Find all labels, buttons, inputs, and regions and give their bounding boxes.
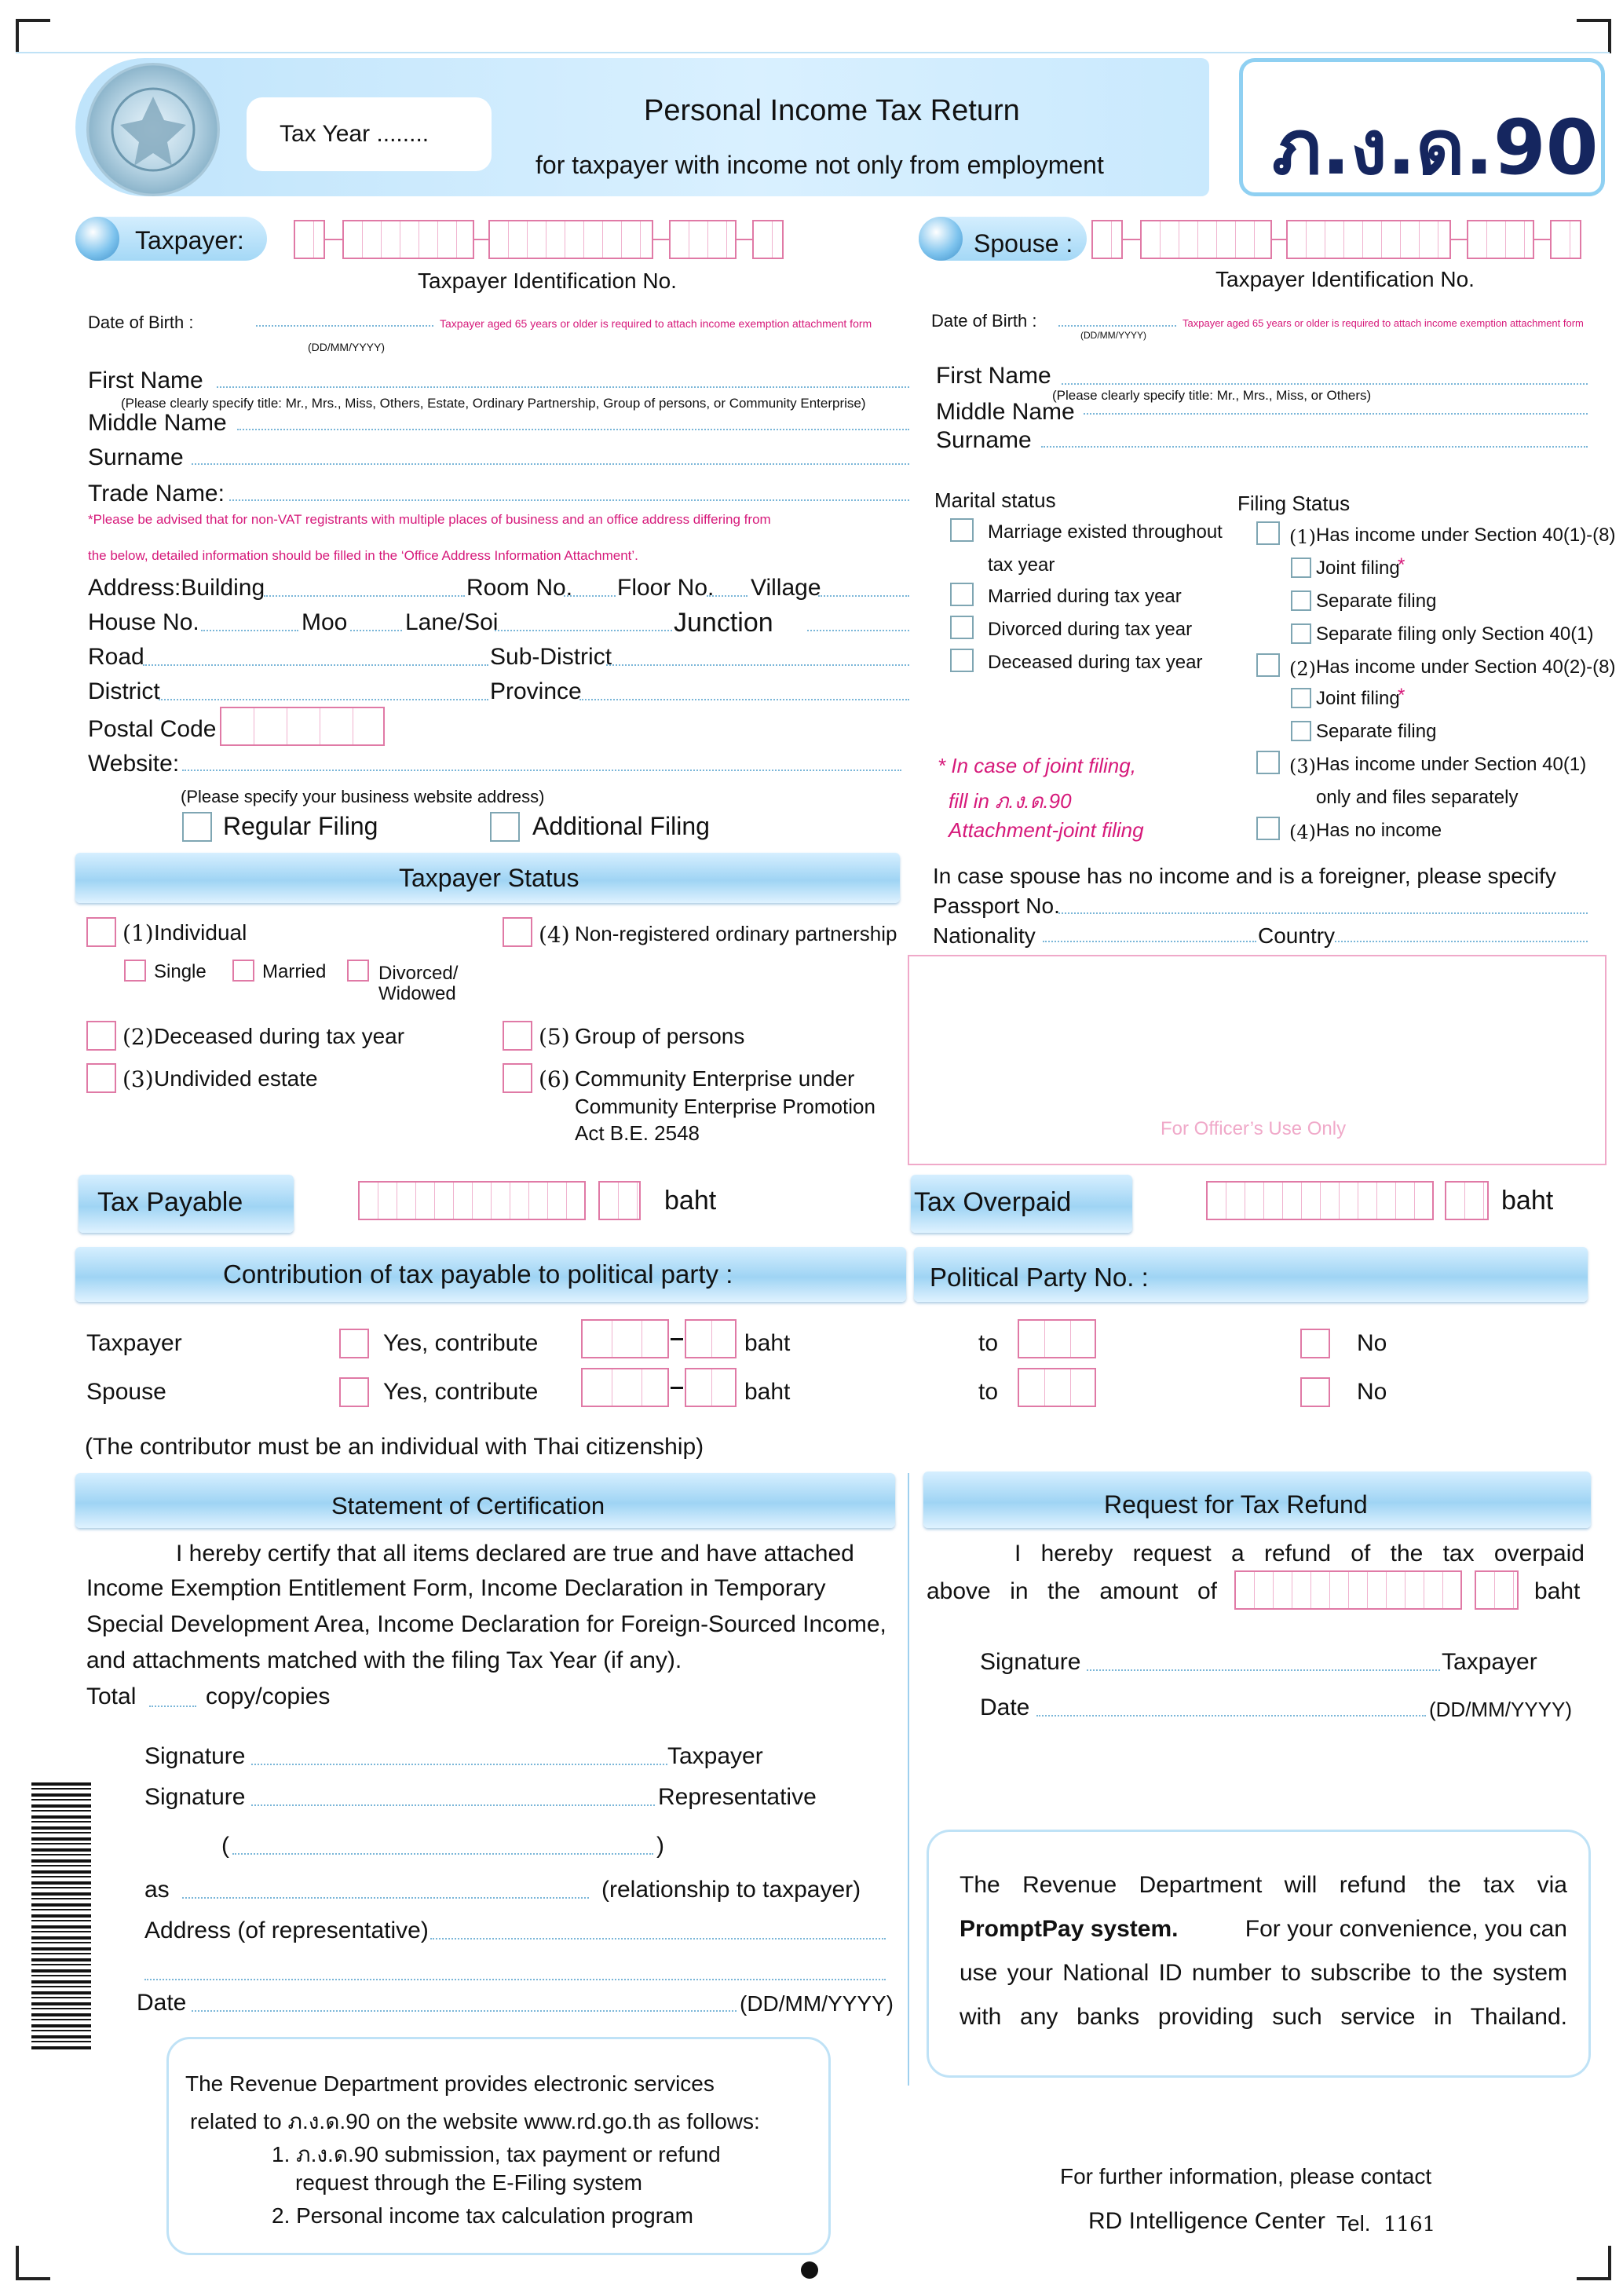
trade-name-label: Trade Name: xyxy=(88,481,225,506)
tin-dash xyxy=(474,239,488,240)
room-no-label: Room No. xyxy=(466,575,573,601)
village-field[interactable] xyxy=(818,595,909,597)
status-community-label-3: Act B.E. 2548 xyxy=(575,1121,700,1145)
status-num-6: (6) xyxy=(539,1066,570,1092)
status-individual-checkbox[interactable] xyxy=(86,917,116,947)
tin-dash xyxy=(325,239,342,240)
filing-3-checkbox[interactable] xyxy=(1256,751,1280,774)
moo-field[interactable] xyxy=(350,630,402,631)
promptpay-system-bold: PromptPay system. xyxy=(960,1916,1179,1942)
filing-option-3: Has income under Section 40(1) xyxy=(1316,754,1587,775)
province-field[interactable] xyxy=(579,699,909,700)
refund-baht: baht xyxy=(1534,1578,1581,1604)
spouse-dob-format: (DD/MM/YYYY) xyxy=(1080,330,1146,341)
website-label: Website: xyxy=(88,751,180,777)
floor-no-label: Floor No. xyxy=(617,575,715,601)
filing-option-2: Has income under Section 40(2)-(8) xyxy=(1316,656,1616,678)
promptpay-line-3: use your National ID number to subscribe to the system xyxy=(960,1960,1567,1986)
postal-code-label: Postal Code xyxy=(88,716,217,742)
status-partnership-checkbox[interactable] xyxy=(503,917,532,947)
spouse-title-note: (Please clearly specify title: Mr., Mrs., Miss, or Others) xyxy=(1052,388,1372,403)
political-spouse-party-no[interactable] xyxy=(1018,1368,1096,1407)
country-label: Country xyxy=(1258,923,1336,948)
separate-filing-1-checkbox[interactable] xyxy=(1291,590,1311,611)
promptpay-convenience: For your convenience, you can xyxy=(1245,1916,1567,1942)
certification-copies-label: copy/copies xyxy=(206,1684,331,1709)
political-taxpayer-amount[interactable] xyxy=(581,1319,669,1358)
filing-1-num: (1) xyxy=(1289,526,1316,548)
spouse-tin-box-4[interactable] xyxy=(1467,220,1534,259)
status-num-4: (4) xyxy=(539,922,570,948)
taxpayer-signature-field[interactable] xyxy=(251,1764,667,1765)
promptpay-line-2 xyxy=(960,1916,1567,1943)
taxpayer-surname-field[interactable] xyxy=(192,463,909,465)
status-community-label-2: Community Enterprise Promotion xyxy=(575,1095,875,1118)
taxpayer-tin-box-2[interactable] xyxy=(342,220,474,259)
status-widowed-label: Widowed xyxy=(378,983,456,1004)
filing-option-separate-2: Separate filing xyxy=(1316,721,1437,742)
promptpay-line-1: The Revenue Department will refund the tax via xyxy=(960,1872,1567,1898)
status-group-label: Group of persons xyxy=(575,1024,745,1048)
barcode xyxy=(31,1782,91,2049)
district-field[interactable] xyxy=(159,699,488,700)
filing-option-separate-1: Separate filing xyxy=(1316,590,1437,612)
nationality-field[interactable] xyxy=(1043,941,1256,942)
eservice-line-4: request through the E-Filing system xyxy=(295,2170,642,2195)
road-field[interactable] xyxy=(143,664,488,666)
taxpayer-status-title: Taxpayer Status xyxy=(399,864,579,892)
status-married-label: Married xyxy=(262,961,327,982)
certification-date-format: (DD/MM/YYYY) xyxy=(740,1991,894,2016)
village-label: Village xyxy=(751,575,821,601)
spouse-tin-box-2[interactable] xyxy=(1140,220,1272,259)
refund-satang-field[interactable] xyxy=(1475,1570,1519,1610)
taxpayer-tin-box-3[interactable] xyxy=(488,220,653,259)
tin-dash xyxy=(1534,239,1550,240)
filing-option-joint-2: Joint filing xyxy=(1316,688,1400,709)
filing-4-checkbox[interactable] xyxy=(1256,817,1280,840)
province-label: Province xyxy=(490,678,582,704)
political-party-no-label: Political Party No. : xyxy=(930,1263,1149,1292)
country-field[interactable] xyxy=(1335,941,1588,942)
political-spouse-satang[interactable] xyxy=(685,1368,737,1407)
marital-option-divorced: Divorced during tax year xyxy=(988,619,1193,640)
spouse-tin-box-3[interactable] xyxy=(1286,220,1451,259)
certification-line-3: Special Development Area, Income Declaration for Foreign-Sourced Income, xyxy=(86,1611,886,1637)
junction-field[interactable] xyxy=(807,630,909,631)
taxpayer-signature-role: Taxpayer xyxy=(667,1743,763,1769)
taxpayer-signature-label: Signature xyxy=(144,1743,246,1769)
spouse-tin-label: Taxpayer Identification No. xyxy=(1215,267,1475,291)
political-spouse-baht: baht xyxy=(744,1379,791,1405)
eservice-line-2: related to ภ.ง.ด.90 on the website www.rd.go.th as follows: xyxy=(190,2109,760,2133)
taxpayer-label: Taxpayer: xyxy=(135,226,244,254)
nationality-label: Nationality xyxy=(933,923,1036,948)
district-label: District xyxy=(88,678,160,704)
top-rule xyxy=(16,52,1610,53)
joint-filing-2-checkbox[interactable] xyxy=(1291,688,1311,708)
lane-label: Lane/Soi xyxy=(405,609,499,635)
address-building-label: Address:Building xyxy=(88,575,265,601)
status-community-checkbox[interactable] xyxy=(503,1063,532,1093)
spouse-surname-label: Surname xyxy=(936,427,1032,453)
spouse-surname-field[interactable] xyxy=(1041,446,1588,448)
eservice-line-3: 1. ภ.ง.ด.90 submission, tax payment or refund xyxy=(272,2142,721,2166)
sub-district-field[interactable] xyxy=(606,664,909,666)
spouse-first-name-field[interactable] xyxy=(1062,383,1588,385)
refund-amount-field[interactable] xyxy=(1234,1570,1462,1610)
tin-dash xyxy=(737,239,752,240)
joint-filing-note-3: Attachment-joint filing xyxy=(949,818,1144,842)
spouse-age-note: Taxpayer aged 65 years or older is required to attach income exemption attachment form xyxy=(1183,317,1584,329)
contact-tel-number: 1161 xyxy=(1384,2213,1436,2236)
status-undivided-checkbox[interactable] xyxy=(86,1063,116,1093)
taxpayer-tin-box-5[interactable] xyxy=(752,220,784,259)
tax-payable-satang-field[interactable] xyxy=(598,1181,641,1220)
contact-line-1: For further information, please contact xyxy=(1060,2164,1432,2188)
status-married-checkbox[interactable] xyxy=(232,960,254,982)
status-deceased-checkbox[interactable] xyxy=(86,1021,116,1051)
spouse-dob-field[interactable] xyxy=(1058,325,1176,327)
form-title: Personal Income Tax Return xyxy=(644,94,1020,127)
refund-signature-label: Signature xyxy=(980,1649,1081,1675)
representative-name-field[interactable] xyxy=(232,1853,653,1855)
filing-status-label: Filing Status xyxy=(1237,492,1351,515)
foreigner-note: In case spouse has no income and is a foreigner, please specify xyxy=(933,864,1556,888)
website-note: (Please specify your business website address) xyxy=(181,787,545,806)
representative-signature-field[interactable] xyxy=(251,1804,655,1806)
political-taxpayer-baht: baht xyxy=(744,1330,791,1356)
tin-dash xyxy=(1272,239,1286,240)
taxpayer-dob-format: (DD/MM/YYYY) xyxy=(308,341,385,353)
revenue-department-seal xyxy=(86,63,220,196)
separate-filing-401-checkbox[interactable] xyxy=(1291,623,1311,644)
relationship-label: (relationship to taxpayer) xyxy=(601,1877,861,1903)
certification-line-4: and attachments matched with the filing Tax Year (if any). xyxy=(86,1647,682,1673)
political-spouse-yes-label: Yes, contribute xyxy=(383,1379,539,1405)
form-subtitle: for taxpayer with income not only from employment xyxy=(536,151,1104,179)
separate-filing-2-checkbox[interactable] xyxy=(1291,721,1311,741)
taxpayer-tin-label: Taxpayer Identification No. xyxy=(418,269,677,293)
certification-title: Statement of Certification xyxy=(331,1492,605,1519)
filing-1-checkbox[interactable] xyxy=(1256,521,1280,545)
political-taxpayer-yes-label: Yes, contribute xyxy=(383,1330,539,1356)
room-no-field[interactable] xyxy=(564,595,616,597)
representative-address-field[interactable] xyxy=(430,1938,886,1940)
spouse-tin-box-1[interactable] xyxy=(1091,220,1123,259)
filing-4-num: (4) xyxy=(1289,821,1316,843)
tax-overpaid-label: Tax Overpaid xyxy=(914,1187,1072,1217)
political-taxpayer-party-no[interactable] xyxy=(1018,1319,1096,1358)
political-spouse-amount[interactable] xyxy=(581,1368,669,1407)
joint-filing-asterisk: * xyxy=(1398,554,1406,576)
additional-filing-checkbox[interactable] xyxy=(490,812,520,842)
registration-dot xyxy=(801,2261,818,2279)
taxpayer-first-name-field[interactable] xyxy=(217,386,909,388)
status-num-5: (5) xyxy=(539,1024,570,1050)
taxpayer-tin-box-1[interactable] xyxy=(294,220,325,259)
building-field[interactable] xyxy=(264,595,465,597)
political-spouse-to: to xyxy=(978,1379,999,1405)
crop-mark-top-right xyxy=(1577,19,1611,53)
status-group-checkbox[interactable] xyxy=(503,1021,532,1051)
tax-year-label: Tax Year ........ xyxy=(280,121,430,147)
refund-signature-field[interactable] xyxy=(1087,1669,1440,1671)
marital-married-checkbox[interactable] xyxy=(950,583,974,606)
certification-total-field[interactable] xyxy=(149,1706,196,1707)
status-num-1: (1) xyxy=(122,920,154,946)
taxpayer-tin-box-4[interactable] xyxy=(669,220,737,259)
taxpayer-title-note: (Please clearly specify title: Mr., Mrs., Miss, Others, Estate, Ordinary Partnership, Group of persons, or Community Enterprise) xyxy=(121,396,866,411)
eservice-line-1: The Revenue Department provides electronic services xyxy=(185,2071,715,2096)
status-deceased-label: Deceased during tax year xyxy=(154,1024,405,1048)
refund-signature-role: Taxpayer xyxy=(1442,1649,1537,1675)
additional-filing-label: Additional Filing xyxy=(532,812,710,840)
political-spouse-no-label: No xyxy=(1357,1379,1387,1405)
marital-option-deceased: Deceased during tax year xyxy=(988,652,1203,673)
tax-overpaid-satang-field[interactable] xyxy=(1445,1181,1489,1220)
marital-deceased-checkbox[interactable] xyxy=(950,649,974,672)
spouse-first-name-label: First Name xyxy=(936,363,1051,389)
status-num-3: (3) xyxy=(122,1066,154,1092)
marital-option-tax-year: tax year xyxy=(988,554,1055,576)
junction-label: Junction xyxy=(674,608,773,638)
marital-option-throughout: Marriage existed throughout xyxy=(988,521,1223,543)
status-single-checkbox[interactable] xyxy=(124,960,146,982)
tax-payable-baht: baht xyxy=(664,1186,717,1216)
house-no-label: House No. xyxy=(88,609,199,635)
taxpayer-dob-label: Date of Birth : xyxy=(88,313,194,332)
status-divorced-checkbox[interactable] xyxy=(347,960,369,982)
status-community-label-1: Community Enterprise under xyxy=(575,1066,855,1091)
road-label: Road xyxy=(88,644,144,670)
marital-divorced-checkbox[interactable] xyxy=(950,616,974,639)
moo-label: Moo xyxy=(302,609,348,635)
joint-filing-asterisk: * xyxy=(1398,685,1406,706)
form-code: ภ.ง.ด.90 xyxy=(1272,104,1599,192)
refund-date-format: (DD/MM/YYYY) xyxy=(1429,1698,1572,1721)
representative-address-label: Address (of representative) xyxy=(144,1918,429,1943)
political-spouse-yes-checkbox[interactable] xyxy=(339,1377,369,1407)
tin-dash xyxy=(1123,239,1140,240)
spouse-middle-name-label: Middle Name xyxy=(936,399,1075,425)
filing-3-num: (3) xyxy=(1289,755,1316,777)
certification-line-2: Income Exemption Entitlement Form, Income Declaration in Temporary xyxy=(86,1575,826,1601)
sub-district-label: Sub-District xyxy=(490,644,612,670)
filing-2-checkbox[interactable] xyxy=(1256,653,1280,677)
refund-title: Request for Tax Refund xyxy=(1104,1490,1368,1519)
spouse-bullet-icon xyxy=(919,217,963,261)
tax-overpaid-amount-field[interactable] xyxy=(1206,1181,1434,1220)
eservice-line-5: 2. Personal income tax calculation program xyxy=(272,2203,693,2228)
joint-filing-1-checkbox[interactable] xyxy=(1291,558,1311,578)
political-spouse-no-checkbox[interactable] xyxy=(1300,1377,1330,1407)
representative-as-label: as xyxy=(144,1877,170,1903)
amount-dash xyxy=(671,1387,683,1389)
tax-overpaid-baht: baht xyxy=(1501,1186,1554,1216)
joint-filing-note-2: fill in ภ.ง.ด.90 xyxy=(949,789,1072,813)
lane-field[interactable] xyxy=(495,630,672,631)
contact-center: RD Intelligence Center xyxy=(1088,2208,1325,2234)
tax-payable-amount-field[interactable] xyxy=(358,1181,586,1220)
status-num-2: (2) xyxy=(122,1024,154,1050)
representative-signature-role: Representative xyxy=(658,1784,817,1810)
political-taxpayer-label: Taxpayer xyxy=(86,1330,182,1356)
status-divorced-label: Divorced/ xyxy=(378,963,459,984)
tin-dash xyxy=(653,239,669,240)
crop-mark-bottom-left xyxy=(16,2246,50,2280)
refund-date-label: Date xyxy=(980,1695,1030,1720)
refund-line-1: I hereby request a refund of the tax overpaid xyxy=(1014,1541,1585,1567)
political-taxpayer-to: to xyxy=(978,1330,999,1356)
taxpayer-dob-field[interactable] xyxy=(256,325,433,327)
crop-mark-bottom-right xyxy=(1577,2246,1611,2280)
spouse-label: Spouse : xyxy=(974,229,1073,258)
passport-label: Passport No. xyxy=(933,894,1060,918)
political-contribution-title: Contribution of tax payable to political party : xyxy=(223,1260,733,1289)
political-taxpayer-yes-checkbox[interactable] xyxy=(339,1329,369,1358)
certification-total-label: Total xyxy=(86,1684,137,1709)
filing-option-separate-401: Separate filing only Section 40(1) xyxy=(1316,623,1594,645)
column-divider xyxy=(908,1473,909,2086)
regular-filing-checkbox[interactable] xyxy=(182,812,212,842)
representative-signature-label: Signature xyxy=(144,1784,246,1810)
house-no-field[interactable] xyxy=(201,630,298,631)
marital-status-label: Marital status xyxy=(934,488,1056,512)
marital-throughout-checkbox[interactable] xyxy=(950,518,974,542)
taxpayer-age-note: Taxpayer aged 65 years or older is required to attach income exemption attachment form xyxy=(440,317,872,330)
taxpayer-middle-name-label: Middle Name xyxy=(88,410,227,436)
regular-filing-label: Regular Filing xyxy=(223,812,378,840)
tax-payable-label: Tax Payable xyxy=(97,1187,243,1217)
refund-line-2: above in the amount of xyxy=(927,1578,1217,1604)
political-taxpayer-no-checkbox[interactable] xyxy=(1300,1329,1330,1358)
filing-option-joint-1: Joint filing xyxy=(1316,558,1400,579)
political-spouse-label: Spouse xyxy=(86,1379,166,1405)
taxpayer-bullet-icon xyxy=(75,217,119,261)
promptpay-line-4: with any banks providing such service in Thailand. xyxy=(960,2004,1567,2030)
certification-date-label: Date xyxy=(137,1990,187,2016)
nonvat-note-2: the below, detailed information should be filled in the ‘Office Address Information Attachment’. xyxy=(88,548,638,563)
filing-option-3b: only and files separately xyxy=(1316,787,1519,808)
status-individual-label: Individual xyxy=(154,920,247,945)
spouse-dob-label: Date of Birth : xyxy=(931,311,1037,331)
refund-date-field[interactable] xyxy=(1036,1715,1426,1717)
filing-2-num: (2) xyxy=(1289,658,1316,680)
political-citizenship-note: (The contributor must be an individual with Thai citizenship) xyxy=(85,1434,704,1460)
nonvat-note-1: *Please be advised that for non-VAT registrants with multiple places of business and an office address differing from xyxy=(88,512,771,527)
amount-dash xyxy=(671,1338,683,1340)
marital-option-married: Married during tax year xyxy=(988,586,1182,607)
certification-line-1: I hereby certify that all items declared are true and have attached xyxy=(176,1541,854,1567)
filing-option-1: Has income under Section 40(1)-(8) xyxy=(1316,525,1616,546)
representative-relationship-field[interactable] xyxy=(182,1897,589,1899)
officer-use-label: For Officer’s Use Only xyxy=(1161,1118,1347,1139)
tin-dash xyxy=(1451,239,1467,240)
contact-tel-label: Tel. xyxy=(1336,2211,1371,2236)
passport-field[interactable] xyxy=(1058,912,1588,914)
political-taxpayer-satang[interactable] xyxy=(685,1319,737,1358)
status-single-label: Single xyxy=(154,961,207,982)
floor-no-field[interactable] xyxy=(707,595,748,597)
filing-option-4: Has no income xyxy=(1316,820,1442,841)
status-undivided-label: Undivided estate xyxy=(154,1066,318,1091)
taxpayer-first-name-label: First Name xyxy=(88,367,203,393)
representative-name-close: ) xyxy=(656,1833,664,1859)
trade-name-field[interactable] xyxy=(229,499,909,501)
joint-filing-note-1: * In case of joint filing, xyxy=(938,754,1136,777)
crop-mark-top-left xyxy=(16,19,50,53)
website-field[interactable] xyxy=(182,770,901,771)
status-partnership-label: Non-registered ordinary partnership xyxy=(575,922,897,945)
promptpay-box xyxy=(927,1830,1591,2078)
taxpayer-middle-name-field[interactable] xyxy=(237,429,909,430)
certification-date-field[interactable] xyxy=(192,2010,737,2012)
postal-code-field[interactable] xyxy=(220,707,385,746)
political-taxpayer-no-label: No xyxy=(1357,1330,1387,1356)
representative-name-open: ( xyxy=(221,1833,229,1859)
spouse-tin-box-5[interactable] xyxy=(1550,220,1581,259)
taxpayer-surname-label: Surname xyxy=(88,444,184,470)
representative-address-field-2[interactable] xyxy=(144,1979,886,1980)
spouse-middle-name-field[interactable] xyxy=(1084,413,1588,415)
